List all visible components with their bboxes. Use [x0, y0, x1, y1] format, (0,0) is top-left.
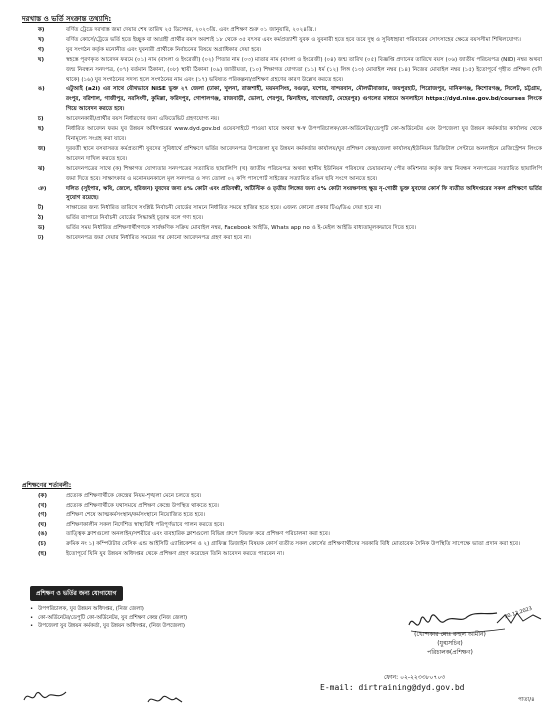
initial-signature-1 [22, 686, 72, 706]
list-item [22, 56, 542, 86]
condition-label: (চ) [38, 540, 47, 547]
list-item [22, 145, 542, 165]
condition-text: ক্রমিক নং ১) কম্পিউটার বেসিক এন্ড আইসিটি এ্যাপ্লিকেশন ও ২) গ্রাফিক্স ডিজাইন বিষয়ক কোর্স ব্যতীত সকল কোর্সের প্রশিক্ষণার্থীদের সরকারি বিধি মোতাবেক দৈনিক উপস্থিতি সাপেক্ষে ভাতা প্রদান করা হবে। [66, 540, 521, 547]
condition-text: প্রত্যেক প্রশিক্ষণার্থীকে কেন্দ্রের নিয়ম-শৃঙ্খলা মেনে চলতে হবে। [66, 493, 202, 499]
list-item-text: আবেদনকারী/প্রার্থীর বয়স নির্ধারণের জন্য এফিডেভিট গ্রহণযোগ্য নয়। [66, 116, 220, 123]
condition-label: (খ) [38, 502, 47, 509]
condition-label: (ঙ) [38, 531, 48, 538]
list-item-text: এটুআই (a2i) এর সাথে যৌথভাবে NISE ভুক্ত ২৭ জেলা (ঢাকা, খুলনা, রাজশাহী, ময়মনসিংহ, বগুড়া, যশোর, বান্দরবান, মৌলভীবাজার, জয়পুরহাট, পিরোজপুর, মানিকগঞ্জ, কিশোরগঞ্জ, সিলেট, চট্টগ্রাম, রংপুর, বরিশাল, গাজীপুর, নরসিংদী, কুমিল্লা, ফরিদপুর, গোপালগঞ্জ, রাজবাড়ী, ভোলা, শেরপুর, ঝিনাইদহ, বাগেরহাট, মেহেরপুর) গুগলের মাধ্যমে অনলাইনে https://dyd.nise.gov.bd/courses লিংকে গিয়ে আবেদন করতে হবে। [66, 86, 542, 113]
condition-item [22, 511, 542, 521]
condition-label: (ঘ) [38, 521, 47, 528]
contact-item: • উপজেলা যুব উন্নয়ন কর্মকর্তা, যুব উন্নয়ন অধিদপ্তর, (নিজ উপজেলা) [30, 622, 250, 631]
contact-item: • কো-অর্ডিনেটর/ডেপুটি কো-অর্ডিনেটর, যুব প্রশিক্ষণ কেন্দ্র (নিজ জেলা) [30, 614, 250, 623]
initial-signature-2 [146, 690, 186, 708]
list-item-text: দূরবর্তী স্থানে বসবাসরত কর্মপ্রত্যাশী যুবদের সুবিধার্থে প্রশিক্ষণে ভর্তির আবেদনপত্র উপজেলা যুব উন্নয়ন কর্মকর্তার কার্যালয়/যুব প্রশিক্ষণ কেন্দ্র/জেলা কার্যালয়/ইউনিয়ন ডিজিটাল সেন্টারে অনলাইনে রেজিস্ট্রেশন লিংকে আবেদন দাখিল করতে হবে। [66, 145, 542, 162]
page-number: পাতা/৪ [518, 697, 535, 703]
list-item-text: নির্ধারিত আবেদন ফরম যুব উন্নয়ন অধিদপ্তরের www.dyd.gov.bd ওয়েবসাইটে পাওয়া যাবে অথবা স্ব-স্ব উপপরিচালক/কো-অর্ডিনেটর/ডেপুটি কো-অর্ডিনেটর এবং উপজেলা যুব উন্নয়ন কর্মকর্তার কার্যালয় থেকে বিনামূল্যে সংগ্রহ করা যাবে। [66, 126, 542, 142]
condition-item [22, 530, 542, 540]
condition-item [22, 502, 542, 512]
list-item [22, 204, 542, 214]
list-item-text: বর্ণিত কোর্সে/ট্রেডে ভর্তি হতে ইচ্ছুক বা আগ্রহী প্রার্থীর বয়স অবশ্যই ১৮ থেকে ৩৫ বৎসর এবং কর্মপ্রত্যাশী যুবক ও যুবনারী হতে হবে তবে দুস্থ ও সুবিধাহারা পরিবারের সোৎসাহের ক্ষেত্রে বয়সসীমা শিথিলযোগ্য। [66, 36, 521, 43]
list-item-label: ছ) [38, 126, 44, 133]
list-item-label: ঝ) [38, 165, 45, 172]
list-item-text: আবেদনপত্র জমা দেয়ার নির্ধারিত সময়ের পর কোনো আবেদনপত্র গ্রহণ করা হবে না। [66, 235, 251, 242]
contact-title: প্রশিক্ষণ ও ভর্তির জন্য যোগাযোগ [30, 586, 123, 601]
phone-number: ফোন: ০২-২২৩৩৮০৭০৩ [384, 674, 446, 681]
list-item [22, 214, 542, 224]
list-item-label: গ) [38, 46, 45, 53]
list-item-label: ঠ) [38, 215, 44, 222]
admission-info-list [22, 26, 542, 244]
list-item-text: দলিত (সুইপার, ঋষি, জেলে, হরিজন) যুবদের জন্য ৪% কোটা এবং প্রতিবন্ধী, অটিস্টিক ও তৃতীয় লিঙ্গের জন্য ৫% কোটা সংরক্ষণসহ ক্ষুদ্র নৃ-গোষ্ঠী ভুক্ত যুবদের কোর্স ফি ব্যতীত অধিদপ্তরের সকল প্রশিক্ষণে ভর্তির সুযোগ রয়েছে। [66, 185, 542, 202]
list-item-label: ট) [38, 205, 44, 212]
section-title-conditions: প্রশিক্ষণের শর্তাবলী: [22, 482, 72, 489]
list-item-text: ভর্তির সময় নির্ধারিত প্রশিক্ষণার্থীগণকে সার্বক্ষণিক সক্রিয় মোবাইল নম্বর, Facebook আইডি, Whats app no ও ই-মেইল আইডি বাধ্যতামূলকভাবে দিতে হবে। [66, 225, 417, 232]
list-item-label: ঙ) [38, 86, 45, 93]
list-item-label: জ) [38, 145, 46, 152]
condition-text: তাত্ত্বিক ক্লাশগুলো অনলাইন/সশরীরে এবং ব্যবহারিক ক্লাশগুলো বিভিন্ন গ্রুপে বিভক্ত করে প্রশিক্ষণ পরিচালনা করা হবে। [66, 531, 330, 538]
condition-text: প্রত্যেক প্রশিক্ষণার্থীকে যথাসময়ে প্রশিক্ষণ কেন্দ্রে উপস্থিত থাকতে হবে। [66, 502, 219, 509]
condition-label: (গ) [38, 512, 47, 519]
condition-text: ইতোপূর্বে যিনি যুব উন্নয়ন অধিদপ্তর থেকে প্রশিক্ষণ গ্রহণ করেছেন তিনি আবেদন করতে পারবেন না। [66, 550, 284, 557]
list-item [22, 115, 542, 125]
list-item [22, 224, 542, 234]
list-item [22, 185, 542, 205]
section-title-admission: দরখাস্ত ও ভর্তি সংক্রান্ত তথ্যাদি: [22, 15, 112, 23]
list-item [22, 85, 542, 115]
signatory-role: পরিচালক(প্রশিক্ষণ) [427, 649, 473, 656]
list-item-text: আবেদনপত্রের সাথে (ক) শিক্ষাগত যোগ্যতার সনদপত্রের সত্যায়িত ছায়ালিপি (খ) জাতীয় পরিচয়পত্র অথবা স্থানীয় ইউনিয়ন পরিষদের চেয়ারম্যান/ পৌর কমিশনার কর্তৃক জন্ম নিবন্ধন সনদপত্রের সত্যায়িত ছায়ালিপি জমা দিতে হবে। সাক্ষাৎকার ও মনোনয়নকালে মূল সনদপত্র ও সদ্য তোলা ০২ কপি পাসপোর্ট সাইজের সত্যায়িত রঙিন ছবি সংগে আনতে হবে। [66, 165, 542, 182]
signatory-name: (খোন্দকার মোঃ রুহুল আমীন) [414, 631, 486, 638]
condition-item [22, 521, 542, 531]
list-item [22, 36, 542, 46]
list-item-label: ড) [38, 225, 45, 232]
contact-item: • উপপরিচালক, যুব উন্নয়ন অধিদপ্তর, (নিজ জেলা) [30, 605, 250, 614]
signatory-block [360, 630, 540, 657]
condition-label: (ছ) [38, 550, 47, 557]
list-item [22, 234, 542, 244]
contact-box [30, 580, 250, 638]
condition-text: প্রশিক্ষণকালীন সকল নির্দেশিত স্বাস্থ্যবিধি পরিপূর্ণভাবে পালন করতে হবে। [66, 521, 225, 528]
list-item [22, 26, 542, 36]
list-item-label: ঢ) [38, 235, 44, 242]
signatory-designation: (যুগ্মসচিব) [437, 640, 463, 647]
condition-item [22, 540, 542, 550]
condition-label: (ক) [38, 493, 48, 499]
list-item-text: সাক্ষাতের জন্য নির্ধারিত তারিখে সংশ্লিষ্ট নির্বাচনী বোর্ডের সামনে নির্ধারিত সময়ে হাজির হতে হবে। এজন্য কোনো প্রকার টিএ/ডিএ দেয়া হবে না। [66, 205, 382, 212]
list-item [22, 46, 542, 56]
list-item-label: খ) [38, 36, 45, 43]
email-address: E-mail: dirtraining@dyd.gov.bd [320, 683, 465, 692]
list-item-label: ঞ) [38, 185, 47, 192]
list-item-label: ঘ) [38, 56, 45, 63]
list-item-text: যুব সংগঠন কর্তৃক মনোনীত এবং যুবনারী প্রার্থীকে নির্বাচনের বিষয়ে অগ্রাধিকার দেয়া হবে। [66, 46, 262, 53]
list-item [22, 165, 542, 185]
list-item-label: ক) [38, 27, 45, 33]
list-item [22, 125, 542, 145]
list-item-label: চ) [38, 116, 44, 123]
signature-date: 30.12.2023 [503, 605, 533, 621]
condition-text: প্রশিক্ষণ শেষে আত্মকর্মসংস্থান/কর্মসংস্থানে নিয়োজিত হতে হবে। [66, 512, 206, 519]
list-item-text: ভর্তির ব্যাপারে নির্বাচনী বোর্ডের সিদ্ধান্তই চূড়ান্ত বলে গণ্য হবে। [66, 215, 204, 222]
list-item-text: স্বহস্তে পূরণকৃত আবেদন ফরমে (০১) নাম (বাংলা ও ইংরেজী) (০২) পিতার নাম (০৩) মাতার নাম (বাংলা ও ইংরেজী) (০৪) জন্ম তারিখ (০৫) বিজ্ঞপ্তি প্রদানের তারিখে বয়স (০৬) জাতীয় পরিচয়পত্র (NID) নম্বর অথবা জন্ম নিবন্ধন সনদপত্র, (০৭) বর্তমান ঠিকানা, (০৮) স্থায়ী ঠিকানা (০৯) জাতীয়তা, (১০) শিক্ষাগত যোগ্যতা (১১) ধর্ম (১২) লিঙ্গ (১৩) মোবাইল নম্বর (১৪) নিজের মোবাইল নম্বর (১৫) ইতোপূর্বে গৃহীত প্রশিক্ষণ (যদি থাকে) (১৬) যুব সংগঠনের সদস্য হলে সংগঠনের নাম এবং (১৭) ভবিষ্যত পরিকল্পনা/প্রশিক্ষণ গ্রহণের কারণ উল্লেখ করতে হবে। [66, 56, 542, 83]
conditions-list [22, 492, 542, 559]
condition-item [22, 550, 542, 560]
condition-item [22, 492, 542, 502]
list-item-text: বর্ণিত ট্রেডে দরখাস্ত জমা দেয়ার শেষ তারিখ ২৫ ডিসেম্বর, ২০২৩খ্রি. এবং প্রশিক্ষণ শুরু ০১ জানুয়ারি, ২০২৪খ্রি.। [66, 27, 317, 33]
